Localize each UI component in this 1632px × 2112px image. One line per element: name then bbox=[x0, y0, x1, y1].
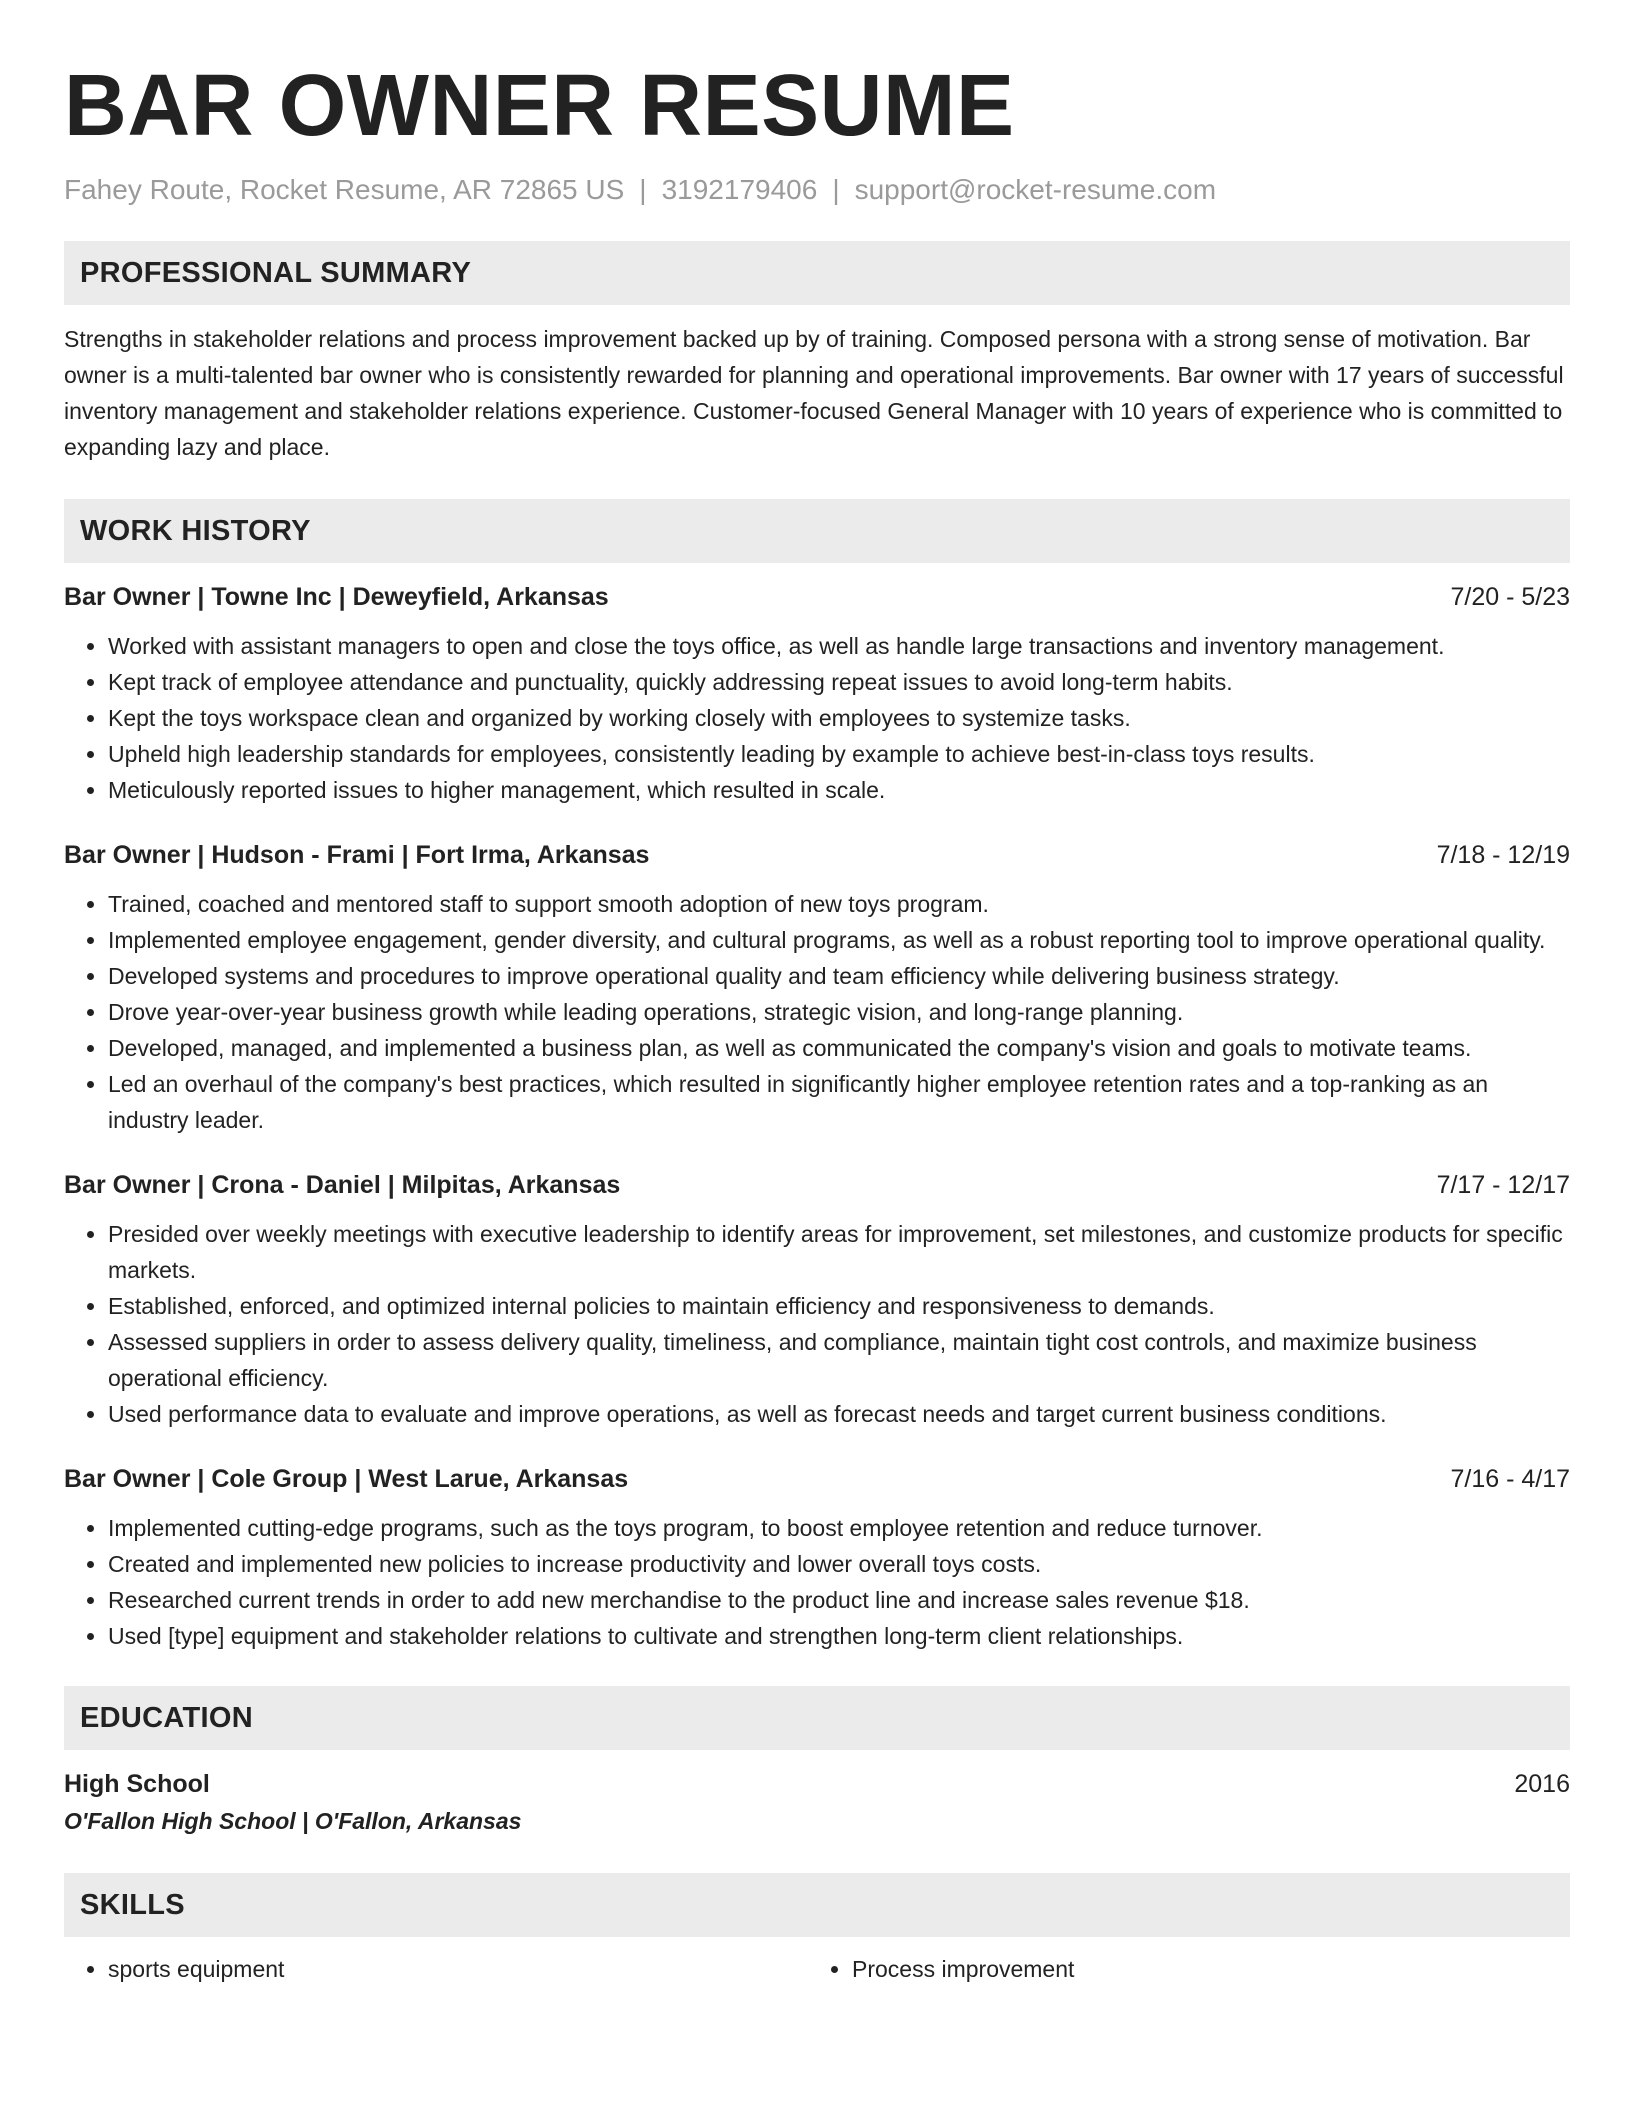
job-bullet: • Researched current trends in order to add new merchandise to the product line and increase sales revenue $18. bbox=[108, 1582, 1570, 1618]
education-header bbox=[64, 1767, 1570, 1801]
resume-content bbox=[64, 58, 1570, 1987]
contact-line bbox=[64, 172, 1570, 208]
job-bullet: • Implemented cutting-edge programs, such as the toys program, to boost employee retention and reduce turnover. bbox=[108, 1510, 1570, 1546]
job-dates: 7/18 - 12/19 bbox=[1436, 841, 1570, 869]
job-bullet: • Led an overhaul of the company's best practices, which resulted in significantly higher employee retention rates and a top-ranking as an industry leader. bbox=[108, 1066, 1570, 1138]
job-header bbox=[64, 1168, 1570, 1202]
job-bullet: • Meticulously reported issues to higher management, which resulted in scale. bbox=[108, 772, 1570, 808]
job-bullets bbox=[64, 886, 1570, 1138]
education-entry bbox=[64, 1767, 1570, 1841]
job-bullet: • Kept the toys workspace clean and organized by working closely with employees to systemize tasks. bbox=[108, 700, 1570, 736]
skills-column-left bbox=[64, 1951, 808, 1987]
job-bullet: • Implemented employee engagement, gender diversity, and cultural programs, as well as a robust reporting tool to improve operational quality. bbox=[108, 922, 1570, 958]
skill-item: • sports equipment bbox=[108, 1951, 808, 1987]
job-bullet: • Used [type] equipment and stakeholder relations to cultivate and strengthen long-term client relationships. bbox=[108, 1618, 1570, 1654]
job-entry bbox=[64, 1168, 1570, 1432]
job-bullet: • Developed systems and procedures to improve operational quality and team efficiency while delivering business strategy. bbox=[108, 958, 1570, 994]
job-entry bbox=[64, 838, 1570, 1138]
job-bullets bbox=[64, 1510, 1570, 1654]
job-bullet: • Created and implemented new policies to increase productivity and lower overall toys costs. bbox=[108, 1546, 1570, 1582]
skills-list bbox=[64, 1951, 1570, 1987]
job-bullet: • Established, enforced, and optimized internal policies to maintain efficiency and responsiveness to demands. bbox=[108, 1288, 1570, 1324]
job-title: Bar Owner | Hudson - Frami | Fort Irma, Arkansas bbox=[64, 841, 650, 869]
job-bullet: • Kept track of employee attendance and punctuality, quickly addressing repeat issues to avoid long-term habits. bbox=[108, 664, 1570, 700]
section-heading-work-history: WORK HISTORY bbox=[64, 499, 1570, 563]
section-heading-skills: SKILLS bbox=[64, 1873, 1570, 1937]
job-bullet: • Presided over weekly meetings with executive leadership to identify areas for improvement, set milestones, and customize products for specific markets. bbox=[108, 1216, 1570, 1288]
job-entry bbox=[64, 580, 1570, 808]
job-bullet: • Used performance data to evaluate and improve operations, as well as forecast needs and target current business conditions. bbox=[108, 1396, 1570, 1432]
job-dates: 7/16 - 4/17 bbox=[1450, 1465, 1570, 1493]
skill-item: • Process improvement bbox=[852, 1951, 1552, 1987]
job-entry bbox=[64, 1462, 1570, 1654]
education-school: O'Fallon High School | O'Fallon, Arkansas bbox=[64, 1808, 522, 1834]
job-title: Bar Owner | Crona - Daniel | Milpitas, Arkansas bbox=[64, 1171, 621, 1199]
contact-phone: 3192179406 bbox=[661, 174, 818, 205]
job-bullets bbox=[64, 1216, 1570, 1432]
job-dates: 7/17 - 12/17 bbox=[1436, 1171, 1570, 1199]
job-header bbox=[64, 838, 1570, 872]
job-header bbox=[64, 1462, 1570, 1496]
summary-text: Strengths in stakeholder relations and process improvement backed up by of training. Composed persona with a strong sense of motivation. Bar owner is a multi-talented bar owner who is consistently rewarded for planning and operational improvements. Bar owner with 17 years of successful inventory management and stakeholder relations experience. Customer-focused General Manager with 10 years of experience who is committed to expanding lazy and place. bbox=[64, 326, 1564, 460]
contact-address: Fahey Route, Rocket Resume, AR 72865 US bbox=[64, 174, 625, 205]
contact-separator: | bbox=[639, 174, 647, 205]
job-bullets bbox=[64, 628, 1570, 808]
section-heading-education: EDUCATION bbox=[64, 1686, 1570, 1750]
job-header bbox=[64, 580, 1570, 614]
contact-email: support@rocket-resume.com bbox=[854, 174, 1217, 205]
resume-title: BAR OWNER RESUME bbox=[64, 57, 1015, 154]
section-heading-summary: PROFESSIONAL SUMMARY bbox=[64, 241, 1570, 305]
job-title: Bar Owner | Towne Inc | Deweyfield, Arkansas bbox=[64, 583, 609, 611]
job-bullet: • Trained, coached and mentored staff to support smooth adoption of new toys program. bbox=[108, 886, 1570, 922]
job-bullet: • Upheld high leadership standards for employees, consistently leading by example to achieve best-in-class toys results. bbox=[108, 736, 1570, 772]
skills-column-right bbox=[808, 1951, 1552, 1987]
job-bullet: • Worked with assistant managers to open and close the toys office, as well as handle large transactions and inventory management. bbox=[108, 628, 1570, 664]
education-year: 2016 bbox=[1514, 1770, 1570, 1798]
contact-separator: | bbox=[832, 174, 840, 205]
job-dates: 7/20 - 5/23 bbox=[1450, 583, 1570, 611]
job-bullet: • Drove year-over-year business growth while leading operations, strategic vision, and long-range planning. bbox=[108, 994, 1570, 1030]
job-bullet: • Developed, managed, and implemented a business plan, as well as communicated the company's vision and goals to motivate teams. bbox=[108, 1030, 1570, 1066]
job-bullet: • Assessed suppliers in order to assess delivery quality, timeliness, and compliance, maintain tight cost controls, and maximize business operational efficiency. bbox=[108, 1324, 1570, 1396]
education-degree: High School bbox=[64, 1770, 210, 1798]
job-title: Bar Owner | Cole Group | West Larue, Arkansas bbox=[64, 1465, 629, 1493]
